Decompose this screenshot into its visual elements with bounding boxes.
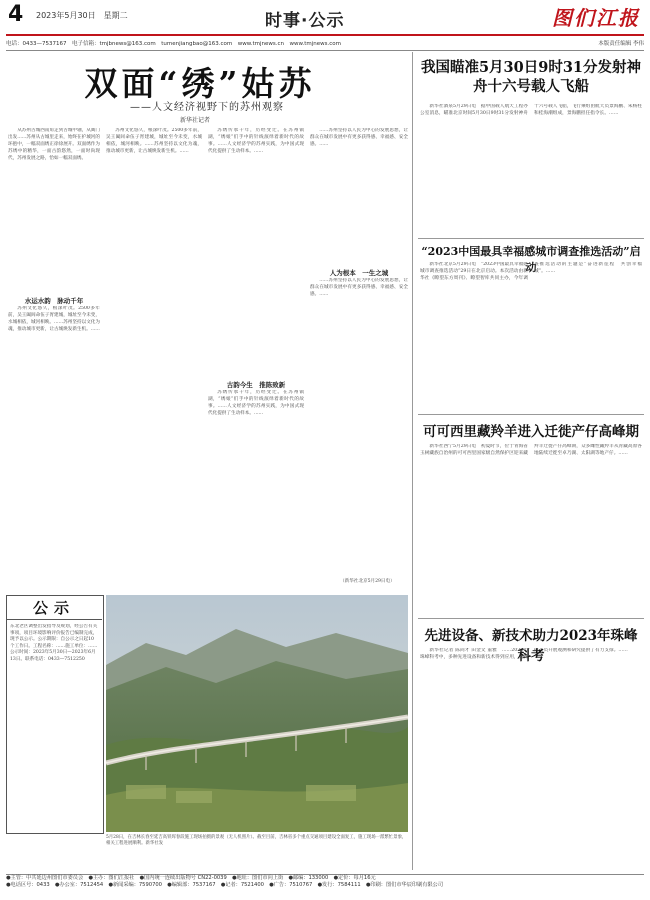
header-rule: [6, 34, 644, 36]
news-body-antelope: [420, 444, 642, 614]
page-footer: [6, 874, 644, 897]
article-paragraph: 从苏州古城西南角走到古城中轴，从阊门出发……苏州从古城里走来，始终在护城河的环抱中，一幅双面绣正徐徐展开。双面绣作为苏绣中的精华，一面古韵悠然，一面时尚现代，苏州发展之路，恰如一幅双面绣。: [8, 128, 100, 161]
issue-date: 2023年5月30日 星期二: [36, 11, 128, 20]
aerial-landscape-image: [106, 595, 408, 832]
notice-body: 东北老区调整出发指导及规划，经公告有关事项，项目环境影响评价报告已编制完成，现予以公示。公示期限：自公示之日起10个工作日。工程名称：……施工单位：……公示时间：2023年5月30日—2023年6月13日。联系电话：0433—7512250: [10, 624, 98, 662]
section-subhead-1: 水运水韵 脉动千年: [24, 297, 84, 305]
article-column-1b: [8, 306, 100, 588]
article-paragraph: 苏州文化悠久，根深叶茂。2500多年前，吴王阖闾命伍子胥建城，城址至今未变，水城相依，城河相映。……苏州坚持以文化为魂，推动城市更新，让古城焕发新生机。……: [106, 128, 202, 154]
footer-line-2: ●电话区号：0433 ●办公室：7512454 ●新闻采编：7590700 ●编辑部：7537167 ●记者：7521400 ●广告：7510767 ●发行：7584111 ●印刷：图们市华辰印刷有限公司: [6, 882, 444, 888]
article-column-2: [106, 128, 202, 588]
photo-caption: 5月28日，在吉林长春至延吉高铁珲春段施工现场拍摄的景观（无人机照片）。截至目前，吉林省多个重点交通项目建设全面复工，施工现场一派繁忙景象，相关工程进展顺利。新华社发: [106, 835, 407, 847]
editor-credit: 本版责任编辑 李伟: [598, 41, 644, 47]
header-subrule: [6, 50, 644, 51]
main-headline: 双面“绣”姑苏: [84, 64, 316, 103]
article-column-1: [8, 128, 100, 238]
news-headline-antelope: 可可西里藏羚羊进入迁徙产仔高峰期: [423, 424, 639, 440]
notice-title: 公示: [6, 595, 102, 620]
section-subhead-2: 古韵今生 推陈致新: [226, 381, 286, 389]
news-body-happiness: [420, 262, 642, 410]
aerial-photo: [106, 595, 408, 832]
divider: [418, 618, 644, 619]
article-paragraph: 苏州文化悠久，根深叶茂。2500多年前，吴王阖闾命伍子胥建城，城址至今未变，水城相依，城河相映。……苏州坚持以文化为魂，推动城市更新，让古城焕发新生机。……: [8, 306, 100, 332]
news-headline-shenzhou: 我国瞄准5月30日9时31分发射神舟十六号载人飞船: [420, 59, 642, 95]
article-column-3b: [208, 390, 304, 588]
article-paragraph: 苏绣传承千年，历经变迁。在苏州镇湖，“绣娘”们手中的针线演绎着新时代的故事。……人文经济学的苏州实践，为中国式现代化提供了生动样本。……: [208, 390, 304, 416]
article-paragraph: 新华社北京5月29日电 “2023中国最具幸福感城市调查推选活动”29日在北京启动。本次活动由新华社《瞭望东方周刊》、瞭望智库共同主办，今年调查推选活动的主题是“奋进新征程 共创幸福城”。……: [420, 262, 642, 281]
article-column-3: [208, 128, 304, 373]
article-column-4: [310, 128, 408, 262]
footer-line-1: ●主管：中共延边州图们市委员会 ●主办：图们江报社 ●国内统一连续出版物号 CN22-0039 ●地址：图们市向上街 ●邮编：133000 ●定价：每月16元: [6, 875, 376, 881]
article-paragraph: 新华社记者 陈尚才 田金文 董雅 ……2023年珠峰科考中，多种先进设备和新技术得到应用，为科研人员开展观测和研究提供了有力支撑。……: [420, 648, 628, 660]
news-body-shenzhou: [420, 104, 642, 234]
article-paragraph: ……苏州坚持以人民为中心的发展思想，让群众在城市发展中有更多获得感、幸福感、安全感。……: [310, 128, 408, 147]
divider: [418, 414, 644, 415]
section-title: 时事·公示: [265, 11, 345, 31]
divider: [418, 238, 644, 239]
section-subhead-3: 人为根本 一生之城: [329, 269, 389, 277]
newspaper-masthead: 图们江报: [552, 6, 640, 30]
article-column-4b: [310, 278, 408, 578]
article-paragraph: 新华社西宁5月29日电 初夏时节，位于青海省玉树藏族自治州的可可西里国家级自然保护区迎来藏羚羊迁徙产仔高峰期，众多雌性藏羚羊从青藏高原各地陆续迁徙至卓乃湖、太阳湖等地产仔。……: [420, 444, 642, 456]
news-headline-everest: 先进设备、新技术助力2023年珠峰科考: [424, 628, 638, 664]
column-divider: [412, 52, 413, 870]
news-body-everest: [420, 648, 642, 866]
main-subheadline: ——人文经济视野下的苏州观察: [130, 102, 284, 113]
article-paragraph: 苏绣传承千年，历经变迁。在苏州镇湖，“绣娘”们手中的针线演绎着新时代的故事。……人文经济学的苏州实践，为中国式现代化提供了生动样本。……: [208, 128, 304, 154]
article-paragraph: 新华社酒泉5月29日电 据中国载人航天工程办公室消息，瞄准北京时间5月30日9时31分发射神舟十六号载人飞船，飞行乘组由航天员景海鹏、朱杨柱和桂海潮组成，景海鹏担任指令长。……: [420, 104, 642, 116]
main-byline: 新华社记者: [180, 117, 211, 124]
article-paragraph: ……苏州坚持以人民为中心的发展思想，让群众在城市发展中有更多获得感、幸福感、安全感。……: [310, 278, 408, 297]
news-headline-happiness: “2023中国最具幸福感城市调查推选活动”启动: [421, 245, 641, 274]
contact-bar: [6, 37, 644, 49]
article-credit: （新华社北京5月29日电）: [340, 579, 395, 584]
page-number: 4: [8, 2, 24, 27]
contact-info: 电话：0433—7537167 电子信箱：tmjbnews@163.com tumenjiangbao@163.com www.tmjnews.cn www.tmjnews.com: [6, 41, 342, 47]
